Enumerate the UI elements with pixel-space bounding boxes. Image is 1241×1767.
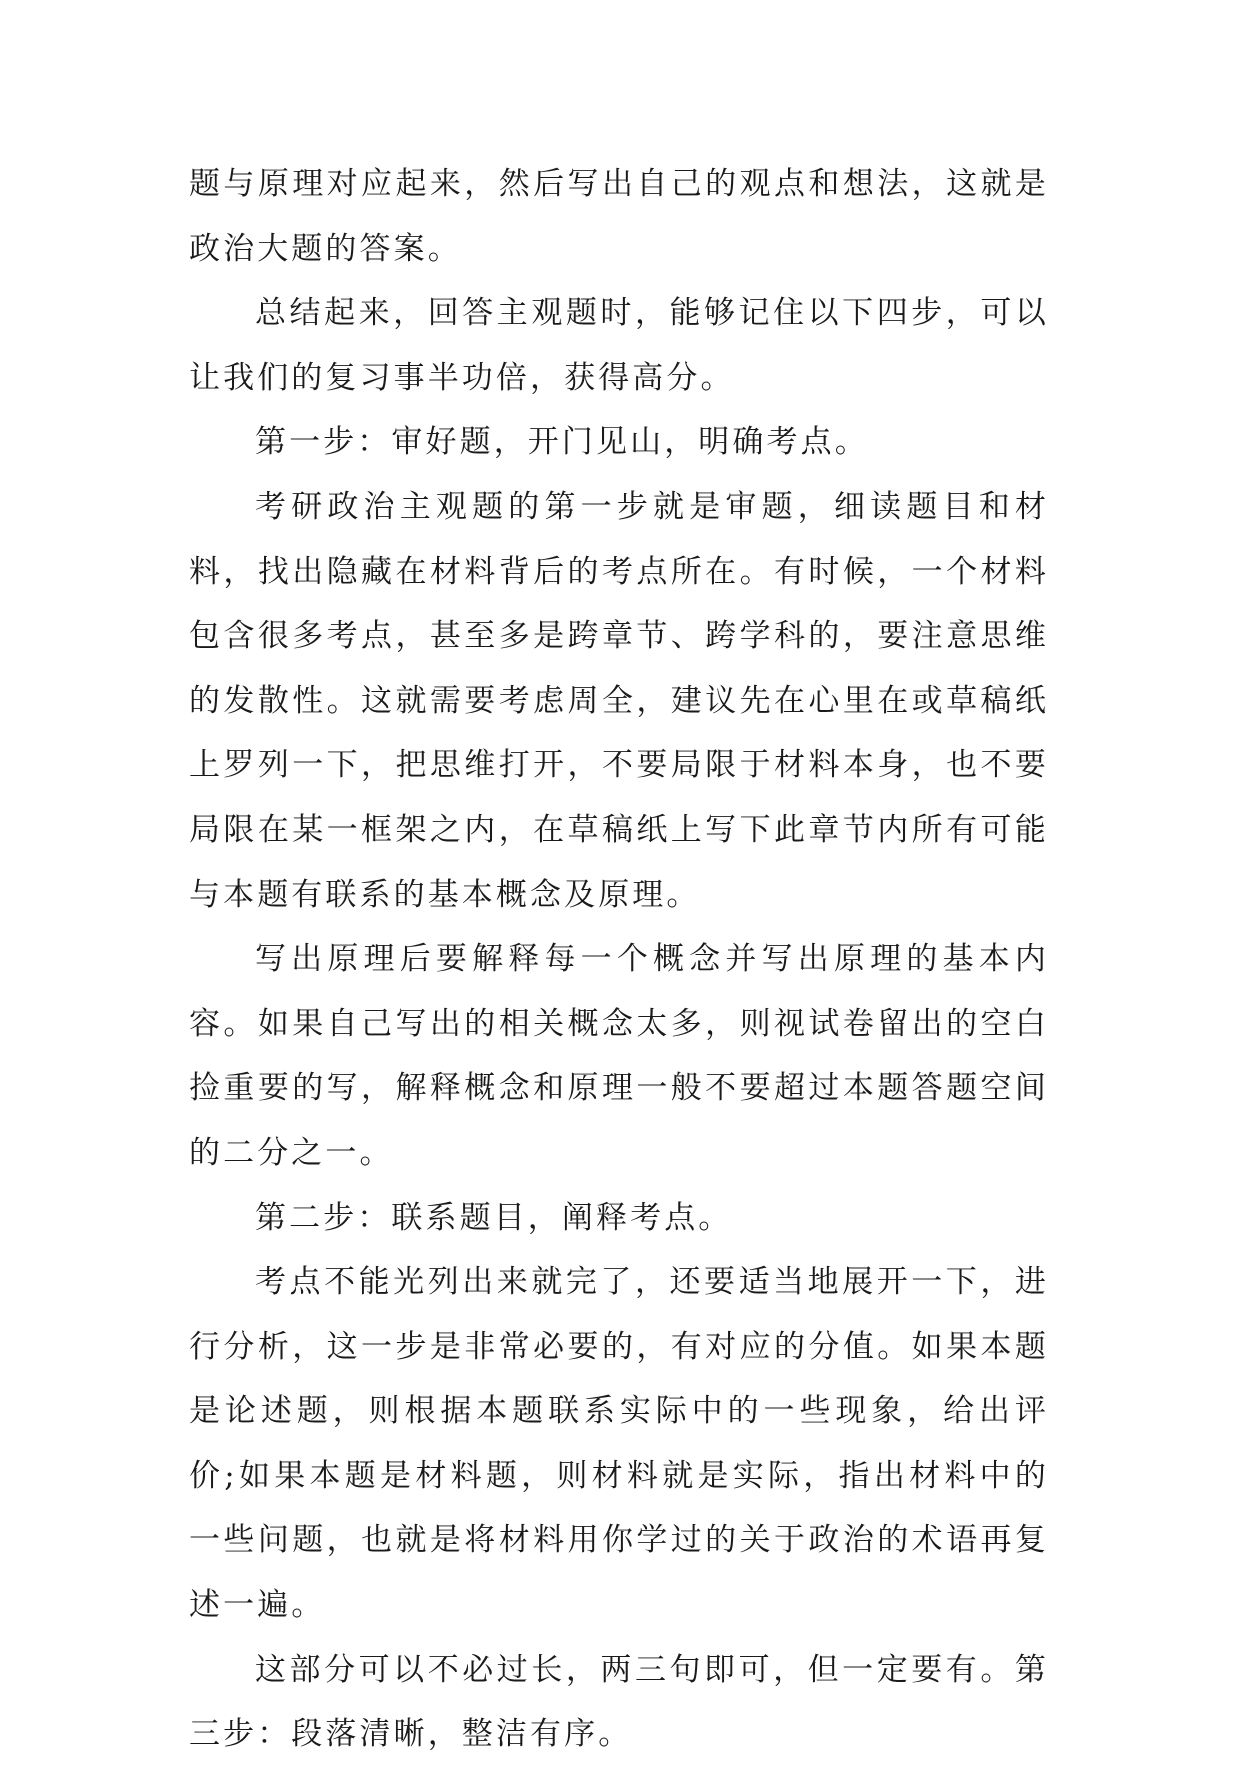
paragraph-7: 考点不能光列出来就完了，还要适当地展开一下，进行分析，这一步是非常必要的，有对应的分值。如果本题是论述题，则根据本题联系实际中的一些现象，给出评价;如果本题是材料题，则材料就是实际，指出材料中的一些问题，也就是将材料用你学过的关于政治的术语再复述一遍。 [189, 1264, 1049, 1624]
paragraph-8: 这部分可以不必过长，两三句即可，但一定要有。第三步：段落清晰，整洁有序。 [189, 1651, 1049, 1753]
paragraph-6-step-two-heading: 第二步：联系题目，阐释考点。 [255, 1199, 733, 1236]
paragraph-3-step-one-heading: 第一步：审好题，开门见山，明确考点。 [255, 424, 869, 461]
paragraph-1: 题与原理对应起来，然后写出自己的观点和想法，这就是政治大题的答案。 [189, 166, 1049, 267]
paragraph-5: 写出原理后要解释每一个概念并写出原理的基本内容。如果自己写出的相关概念太多，则视试卷留出的空白捡重要的写，解释概念和原理一般不要超过本题答题空间的二分之一。 [189, 941, 1049, 1171]
paragraph-4: 考研政治主观题的第一步就是审题，细读题目和材料，找出隐藏在材料背后的考点所在。有时候，一个材料包含很多考点，甚至多是跨章节、跨学科的，要注意思维的发散性。这就需要考虑周全，建议先在心里在或草稿纸上罗列一下，把思维打开，不要局限于材料本身，也不要局限在某一框架之内，在草稿纸上写下此章节内所有可能与本题有联系的基本概念及原理。 [189, 488, 1049, 913]
document-body [189, 152, 1049, 1767]
paragraph-2: 总结起来，回答主观题时，能够记住以下四步，可以让我们的复习事半功倍，获得高分。 [189, 295, 1049, 396]
